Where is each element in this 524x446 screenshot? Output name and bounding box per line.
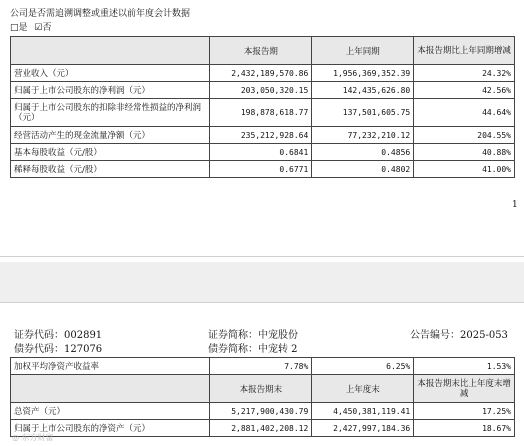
- row-label: 归属于上市公司股东的扣除非经常性损益的净利润（元）: [11, 99, 210, 127]
- page-number: 1: [512, 200, 518, 210]
- table-header-row: [11, 37, 515, 65]
- restatement-question: 公司是否需追溯调整或重述以前年度会计数据: [10, 9, 191, 19]
- cell-value: 2,432,189,570.86: [210, 65, 312, 82]
- header-cell: 本报告期末: [210, 375, 312, 403]
- page-separator-top: [0, 256, 524, 257]
- bond-code-label: 债券代码：: [14, 344, 64, 355]
- cell-value: 7.78%: [210, 358, 312, 375]
- watermark-text: 东方财富: [21, 433, 54, 442]
- page-break-strip: [0, 262, 524, 302]
- no-checkbox-icon: ☑: [34, 23, 43, 33]
- stock-code-line: [14, 326, 102, 341]
- bond-code: 127076: [64, 344, 103, 355]
- header-cell: [11, 37, 210, 65]
- cell-value: 0.4802: [312, 161, 414, 178]
- announcement-label: 公告编号：: [410, 330, 460, 341]
- cell-value: 204.55%: [414, 127, 515, 144]
- financial-data-table: [10, 36, 515, 178]
- row-label: 营业收入（元）: [11, 65, 210, 82]
- cell-value: 42.56%: [414, 82, 515, 99]
- header-cell: [11, 375, 210, 403]
- header-cell: 本报告期: [210, 37, 312, 65]
- header-cell: 上年同期: [312, 37, 414, 65]
- cell-value: 17.25%: [414, 403, 515, 420]
- stock-code-label: 证券代码：: [14, 330, 64, 341]
- cell-value: 77,232,210.12: [312, 127, 414, 144]
- cell-value: 142,435,626.80: [312, 82, 414, 99]
- table-row: [11, 420, 515, 437]
- bond-abbr-label: 债券简称：: [208, 344, 258, 355]
- yes-checkbox-icon: □: [10, 23, 19, 33]
- header-cell: 本报告期末比上年度末增减: [414, 375, 515, 403]
- balance-data-table: [10, 357, 515, 437]
- bond-code-line: [14, 340, 102, 355]
- table-row: [11, 358, 515, 375]
- row-label: 稀释每股收益（元/股）: [11, 161, 210, 178]
- row-label: 总资产（元）: [11, 403, 210, 420]
- table-row: [11, 161, 515, 178]
- stock-abbr-line: [208, 326, 298, 341]
- row-label: 归属于上市公司股东的净利润（元）: [11, 82, 210, 99]
- announcement-number: 2025-053: [460, 330, 508, 341]
- table-row: [11, 65, 515, 82]
- cell-value: 0.6771: [210, 161, 312, 178]
- row-label: 加权平均净资产收益率: [11, 358, 210, 375]
- watermark-logo-icon: ◎: [12, 433, 19, 442]
- no-label: 否: [42, 23, 52, 33]
- cell-value: 235,212,928.64: [210, 127, 312, 144]
- cell-value: 18.67%: [414, 420, 515, 437]
- cell-value: 0.6841: [210, 144, 312, 161]
- yes-label: 是: [18, 23, 28, 33]
- page-separator-bottom: [0, 302, 524, 303]
- cell-value: 1.53%: [414, 358, 515, 375]
- watermark: [12, 432, 54, 443]
- cell-value: 41.00%: [414, 161, 515, 178]
- announcement-line: [410, 326, 508, 341]
- cell-value: 2,881,402,208.12: [210, 420, 312, 437]
- row-label: 归属于上市公司股东的净资产（元）: [11, 420, 210, 437]
- cell-value: 24.32%: [414, 65, 515, 82]
- row-label: 经营活动产生的现金流量净额（元）: [11, 127, 210, 144]
- table-row: [11, 144, 515, 161]
- stock-abbr-label: 证券简称：: [208, 330, 258, 341]
- cell-value: 40.88%: [414, 144, 515, 161]
- table-row: [11, 82, 515, 99]
- header-cell: 本报告期比上年同期增减: [414, 37, 515, 65]
- cell-value: 4,450,381,119.41: [312, 403, 414, 420]
- cell-value: 2,427,997,184.36: [312, 420, 414, 437]
- row-label: 基本每股收益（元/股）: [11, 144, 210, 161]
- cell-value: 137,501,605.75: [312, 99, 414, 127]
- cell-value: 6.25%: [312, 358, 414, 375]
- header-cell: 上年度末: [312, 375, 414, 403]
- table-header-row: [11, 375, 515, 403]
- table-row: [11, 403, 515, 420]
- cell-value: 5,217,900,430.79: [210, 403, 312, 420]
- cell-value: 198,878,618.77: [210, 99, 312, 127]
- stock-abbr: 中宠股份: [258, 330, 298, 341]
- table-row: [11, 127, 515, 144]
- cell-value: 44.64%: [414, 99, 515, 127]
- restatement-options: [10, 20, 52, 33]
- cell-value: 0.4856: [312, 144, 414, 161]
- table-row: [11, 99, 515, 127]
- stock-code: 002891: [64, 330, 103, 341]
- bond-abbr: 中宠转 2: [258, 344, 298, 355]
- cell-value: 1,956,369,352.39: [312, 65, 414, 82]
- cell-value: 203,050,320.15: [210, 82, 312, 99]
- bond-abbr-line: [208, 340, 298, 355]
